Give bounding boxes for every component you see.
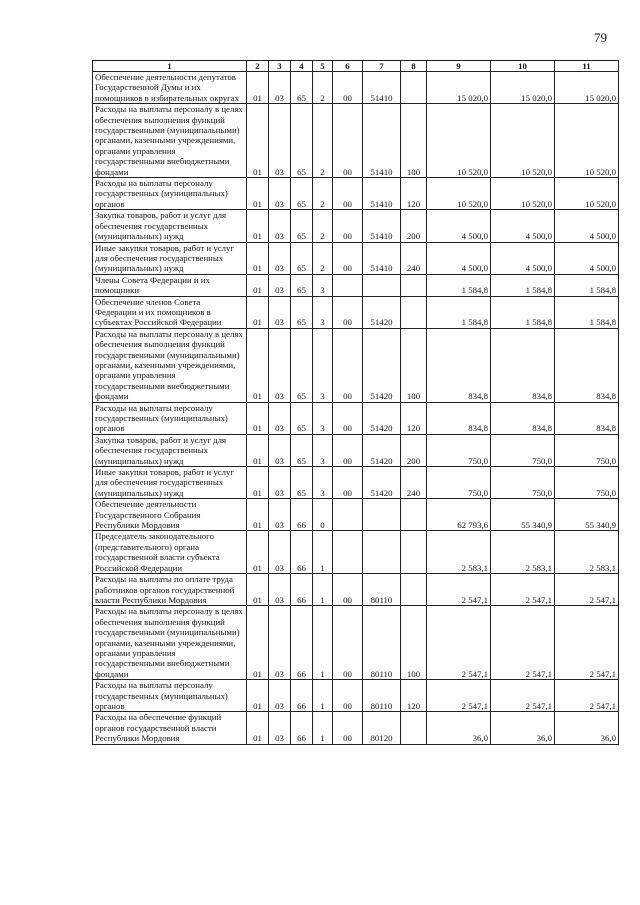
code-cell — [401, 72, 427, 104]
code-cell: 01 — [247, 531, 269, 574]
column-header-10: 10 — [491, 61, 555, 72]
amount-cell: 36,0 — [555, 712, 619, 744]
row-name-cell: Закупка товаров, работ и услуг для обеспечения государственных (муниципальных) нужд — [93, 434, 247, 466]
code-cell: 80110 — [363, 606, 401, 680]
amount-cell: 750,0 — [491, 434, 555, 466]
amount-cell: 1 584,8 — [427, 274, 491, 296]
amount-cell: 4 500,0 — [427, 242, 491, 274]
code-cell: 03 — [269, 178, 291, 210]
amount-cell: 10 520,0 — [427, 178, 491, 210]
amount-cell: 2 547,1 — [491, 574, 555, 606]
code-cell: 51410 — [363, 178, 401, 210]
code-cell: 01 — [247, 680, 269, 712]
table-row — [93, 531, 619, 574]
budget-table — [92, 60, 619, 745]
amount-cell: 750,0 — [427, 434, 491, 466]
row-name-cell: Расходы на выплаты персоналу в целях обеспечения выполнения функций государственными (муниципальными) органами, казенными учреждениями, органами управления государственными внебюджетными фондами — [93, 606, 247, 680]
table-row — [93, 574, 619, 606]
code-cell: 3 — [313, 467, 333, 499]
code-cell: 2 — [313, 104, 333, 178]
code-cell — [363, 499, 401, 531]
code-cell: 00 — [333, 434, 363, 466]
amount-cell: 1 584,8 — [491, 296, 555, 328]
code-cell: 00 — [333, 296, 363, 328]
code-cell: 51420 — [363, 402, 401, 434]
code-cell: 100 — [401, 606, 427, 680]
code-cell: 03 — [269, 402, 291, 434]
code-cell: 03 — [269, 531, 291, 574]
code-cell: 2 — [313, 72, 333, 104]
table-row — [93, 242, 619, 274]
code-cell: 03 — [269, 72, 291, 104]
code-cell: 00 — [333, 72, 363, 104]
code-cell: 01 — [247, 606, 269, 680]
code-cell — [333, 531, 363, 574]
code-cell: 200 — [401, 434, 427, 466]
column-header-6: 6 — [333, 61, 363, 72]
row-name-cell: Расходы на выплаты по оплате труда работников органов государственной власти Республики Мордовия — [93, 574, 247, 606]
code-cell — [363, 274, 401, 296]
amount-cell: 1 584,8 — [427, 296, 491, 328]
code-cell — [401, 712, 427, 744]
code-cell: 100 — [401, 104, 427, 178]
code-cell: 65 — [291, 434, 313, 466]
code-cell: 00 — [333, 242, 363, 274]
amount-cell: 10 520,0 — [491, 104, 555, 178]
amount-cell: 4 500,0 — [555, 242, 619, 274]
code-cell: 03 — [269, 296, 291, 328]
amount-cell: 834,8 — [491, 328, 555, 402]
table-row — [93, 104, 619, 178]
code-cell: 66 — [291, 499, 313, 531]
row-name-cell: Расходы на обеспечение функций органов государственной власти Республики Мордовия — [93, 712, 247, 744]
amount-cell: 4 500,0 — [491, 242, 555, 274]
code-cell: 65 — [291, 210, 313, 242]
amount-cell: 10 520,0 — [491, 178, 555, 210]
code-cell: 01 — [247, 274, 269, 296]
code-cell — [401, 499, 427, 531]
code-cell: 66 — [291, 680, 313, 712]
column-header-1: 1 — [93, 61, 247, 72]
table-row — [93, 72, 619, 104]
code-cell: 2 — [313, 178, 333, 210]
code-cell: 01 — [247, 712, 269, 744]
code-cell — [363, 531, 401, 574]
table-row — [93, 296, 619, 328]
row-name-cell: Председатель законодательного (представительного) органа государственной власти субъекта Российской Федерации — [93, 531, 247, 574]
code-cell: 01 — [247, 242, 269, 274]
amount-cell: 750,0 — [491, 467, 555, 499]
code-cell: 0 — [313, 499, 333, 531]
amount-cell: 4 500,0 — [555, 210, 619, 242]
amount-cell: 36,0 — [427, 712, 491, 744]
row-name-cell: Расходы на выплаты персоналу государственных (муниципальных) органов — [93, 680, 247, 712]
code-cell: 01 — [247, 574, 269, 606]
table-row — [93, 467, 619, 499]
table-row — [93, 606, 619, 680]
column-header-2: 2 — [247, 61, 269, 72]
amount-cell: 1 584,8 — [491, 274, 555, 296]
amount-cell: 10 520,0 — [555, 178, 619, 210]
code-cell: 65 — [291, 242, 313, 274]
table-body — [93, 72, 619, 745]
amount-cell: 4 500,0 — [491, 210, 555, 242]
code-cell: 80110 — [363, 574, 401, 606]
row-name-cell: Обеспечение членов Совета Федерации и их помощников в субъектах Российской Федерации — [93, 296, 247, 328]
row-name-cell: Обеспечение деятельности депутатов Государственной Думы и их помощников в избирательных округах — [93, 72, 247, 104]
column-header-11: 11 — [555, 61, 619, 72]
code-cell: 03 — [269, 606, 291, 680]
amount-cell: 834,8 — [427, 328, 491, 402]
table-row — [93, 499, 619, 531]
row-name-cell: Расходы на выплаты персоналу в целях обеспечения выполнения функций государственными (муниципальными) органами, казенными учреждениями, органами управления государственными внебюджетными фондами — [93, 328, 247, 402]
code-cell: 00 — [333, 104, 363, 178]
amount-cell: 55 340,9 — [555, 499, 619, 531]
code-cell: 51420 — [363, 467, 401, 499]
column-header-5: 5 — [313, 61, 333, 72]
code-cell: 120 — [401, 402, 427, 434]
code-cell: 00 — [333, 606, 363, 680]
amount-cell: 10 520,0 — [427, 104, 491, 178]
code-cell — [401, 296, 427, 328]
page-number: 79 — [594, 30, 607, 45]
code-cell: 200 — [401, 210, 427, 242]
code-cell: 51410 — [363, 242, 401, 274]
code-cell — [333, 274, 363, 296]
amount-cell: 2 583,1 — [491, 531, 555, 574]
amount-cell: 2 547,1 — [427, 606, 491, 680]
code-cell: 03 — [269, 467, 291, 499]
code-cell: 2 — [313, 210, 333, 242]
code-cell: 00 — [333, 328, 363, 402]
code-cell: 65 — [291, 178, 313, 210]
code-cell: 51420 — [363, 328, 401, 402]
amount-cell: 750,0 — [555, 467, 619, 499]
code-cell: 03 — [269, 104, 291, 178]
code-cell: 00 — [333, 574, 363, 606]
code-cell — [401, 531, 427, 574]
code-cell: 240 — [401, 467, 427, 499]
code-cell: 51420 — [363, 434, 401, 466]
amount-cell: 834,8 — [491, 402, 555, 434]
amount-cell: 15 020,0 — [491, 72, 555, 104]
amount-cell: 62 793,6 — [427, 499, 491, 531]
amount-cell: 10 520,0 — [555, 104, 619, 178]
code-cell — [333, 499, 363, 531]
amount-cell: 2 547,1 — [491, 606, 555, 680]
table-row — [93, 274, 619, 296]
code-cell: 01 — [247, 178, 269, 210]
code-cell: 100 — [401, 328, 427, 402]
code-cell: 01 — [247, 296, 269, 328]
code-cell: 66 — [291, 606, 313, 680]
code-cell: 120 — [401, 178, 427, 210]
code-cell: 03 — [269, 499, 291, 531]
code-cell: 03 — [269, 712, 291, 744]
row-name-cell: Расходы на выплаты персоналу в целях обеспечения выполнения функций государственными (муниципальными) органами, казенными учреждениями, органами управления государственными внебюджетными фондами — [93, 104, 247, 178]
code-cell: 65 — [291, 104, 313, 178]
code-cell: 01 — [247, 210, 269, 242]
code-cell: 03 — [269, 574, 291, 606]
code-cell: 3 — [313, 328, 333, 402]
amount-cell: 1 584,8 — [555, 296, 619, 328]
code-cell: 80110 — [363, 680, 401, 712]
amount-cell: 2 547,1 — [427, 680, 491, 712]
code-cell: 00 — [333, 210, 363, 242]
code-cell: 00 — [333, 178, 363, 210]
amount-cell: 2 547,1 — [555, 680, 619, 712]
column-header-8: 8 — [401, 61, 427, 72]
table-row — [93, 178, 619, 210]
amount-cell: 2 547,1 — [491, 680, 555, 712]
code-cell: 03 — [269, 274, 291, 296]
amount-cell: 1 584,8 — [555, 274, 619, 296]
amount-cell: 2 583,1 — [427, 531, 491, 574]
row-name-cell: Расходы на выплаты персоналу государственных (муниципальных) органов — [93, 402, 247, 434]
amount-cell: 15 020,0 — [427, 72, 491, 104]
code-cell: 01 — [247, 104, 269, 178]
amount-cell: 36,0 — [491, 712, 555, 744]
amount-cell: 834,8 — [555, 328, 619, 402]
row-name-cell: Члены Совета Федерации и их помощники — [93, 274, 247, 296]
code-cell: 3 — [313, 402, 333, 434]
column-header-3: 3 — [269, 61, 291, 72]
code-cell: 03 — [269, 328, 291, 402]
code-cell — [401, 574, 427, 606]
code-cell: 80120 — [363, 712, 401, 744]
amount-cell: 2 547,1 — [555, 574, 619, 606]
table-row — [93, 434, 619, 466]
table-row — [93, 712, 619, 744]
code-cell: 00 — [333, 402, 363, 434]
column-header-9: 9 — [427, 61, 491, 72]
amount-cell: 834,8 — [427, 402, 491, 434]
table-row — [93, 402, 619, 434]
code-cell: 3 — [313, 434, 333, 466]
code-cell: 66 — [291, 712, 313, 744]
code-cell: 01 — [247, 499, 269, 531]
table-row — [93, 210, 619, 242]
code-cell: 1 — [313, 712, 333, 744]
code-cell: 65 — [291, 274, 313, 296]
code-cell: 01 — [247, 328, 269, 402]
row-name-cell: Закупка товаров, работ и услуг для обеспечения государственных (муниципальных) нужд — [93, 210, 247, 242]
row-name-cell: Обеспечение деятельности Государственного Собрания Республики Мордовия — [93, 499, 247, 531]
code-cell: 00 — [333, 680, 363, 712]
code-cell: 65 — [291, 328, 313, 402]
column-header-7: 7 — [363, 61, 401, 72]
code-cell: 00 — [333, 712, 363, 744]
code-cell: 03 — [269, 680, 291, 712]
amount-cell: 55 340,9 — [491, 499, 555, 531]
code-cell: 66 — [291, 531, 313, 574]
table-header — [93, 61, 619, 72]
amount-cell: 834,8 — [555, 402, 619, 434]
code-cell: 120 — [401, 680, 427, 712]
code-cell: 65 — [291, 296, 313, 328]
row-name-cell: Расходы на выплаты персоналу государственных (муниципальных) органов — [93, 178, 247, 210]
code-cell — [401, 274, 427, 296]
code-cell: 3 — [313, 274, 333, 296]
code-cell: 51410 — [363, 72, 401, 104]
amount-cell: 750,0 — [427, 467, 491, 499]
column-header-4: 4 — [291, 61, 313, 72]
row-name-cell: Иные закупки товаров, работ и услуг для обеспечения государственных (муниципальных) нужд — [93, 467, 247, 499]
code-cell: 01 — [247, 467, 269, 499]
amount-cell: 750,0 — [555, 434, 619, 466]
code-cell: 65 — [291, 402, 313, 434]
code-cell: 2 — [313, 242, 333, 274]
code-cell: 3 — [313, 296, 333, 328]
code-cell: 51420 — [363, 296, 401, 328]
code-cell: 01 — [247, 72, 269, 104]
code-cell: 03 — [269, 242, 291, 274]
code-cell: 1 — [313, 606, 333, 680]
table-row — [93, 328, 619, 402]
code-cell: 00 — [333, 467, 363, 499]
code-cell: 1 — [313, 680, 333, 712]
header-row — [93, 61, 619, 72]
row-name-cell: Иные закупки товаров, работ и услуг для обеспечения государственных (муниципальных) нужд — [93, 242, 247, 274]
code-cell: 51410 — [363, 210, 401, 242]
amount-cell: 4 500,0 — [427, 210, 491, 242]
code-cell: 03 — [269, 210, 291, 242]
amount-cell: 2 547,1 — [555, 606, 619, 680]
code-cell: 65 — [291, 72, 313, 104]
table-row — [93, 680, 619, 712]
code-cell: 66 — [291, 574, 313, 606]
code-cell: 03 — [269, 434, 291, 466]
code-cell: 65 — [291, 467, 313, 499]
amount-cell: 15 020,0 — [555, 72, 619, 104]
code-cell: 51410 — [363, 104, 401, 178]
code-cell: 01 — [247, 402, 269, 434]
amount-cell: 2 547,1 — [427, 574, 491, 606]
code-cell: 1 — [313, 531, 333, 574]
amount-cell: 2 583,1 — [555, 531, 619, 574]
code-cell: 01 — [247, 434, 269, 466]
code-cell: 1 — [313, 574, 333, 606]
code-cell: 240 — [401, 242, 427, 274]
